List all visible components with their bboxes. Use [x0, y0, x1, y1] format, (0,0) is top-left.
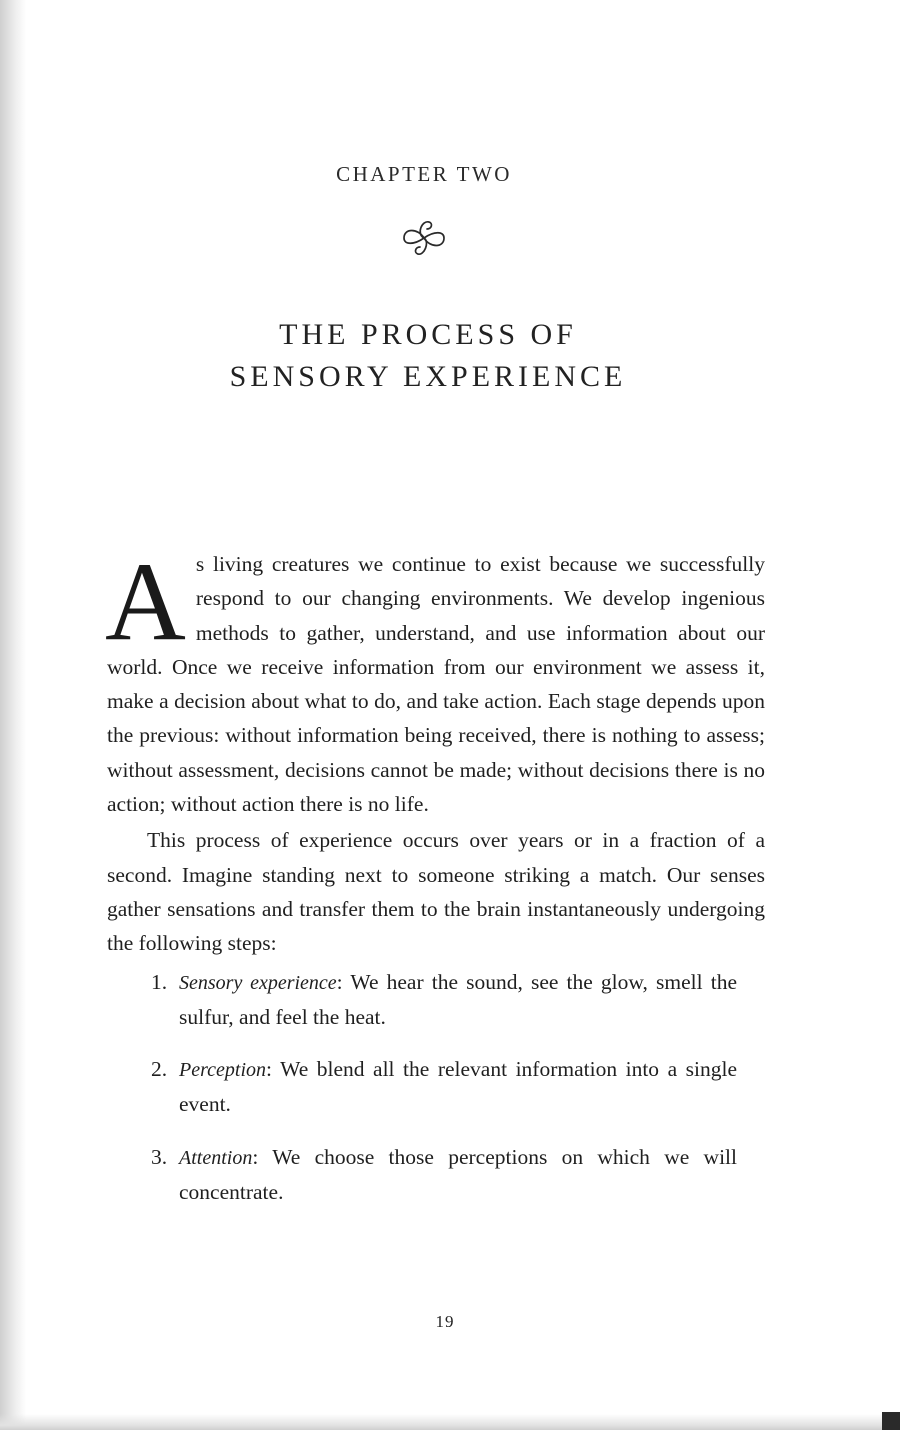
- list-item-term: Sensory experience: [179, 971, 337, 994]
- chapter-label: CHAPTER TWO: [336, 162, 512, 186]
- list-item-term: Perception: [179, 1059, 267, 1082]
- steps-list: [107, 965, 737, 1210]
- page-number: 19: [435, 1312, 455, 1331]
- list-item-number: 2.: [151, 1057, 168, 1082]
- list-item-term: Attention: [179, 1146, 253, 1169]
- scan-shadow-left: [0, 0, 26, 1430]
- list-item-text: : We choose those perceptions on which we will concentrate.: [179, 1144, 737, 1205]
- list-item-text: : We hear the sound, see the glow, smell the sulfur, and feel the heat.: [179, 969, 737, 1029]
- opening-paragraph: [105, 540, 765, 821]
- drop-cap: A: [105, 540, 186, 664]
- scan-corner-mark: [882, 1412, 900, 1430]
- opening-paragraph-text: s living creatures we continue to exist because we successfully respond to our changing environments. We develop ingenious methods to gather, understand, and use information about our world. Once we receive information from our environment we assess it, make a decision about what to do, and take action. Each stage depends upon the previous: without information being received, there is nothing to assess; without assessment, decisions cannot be made; without decisions there is no action; without action there is no life.: [107, 552, 765, 817]
- scan-shadow-bottom: [0, 1414, 900, 1430]
- body-text: [105, 540, 765, 1227]
- chapter-title-line-2: SENSORY EXPERIENCE: [229, 360, 627, 393]
- list-item: [151, 1140, 737, 1210]
- chapter-title-line-1: THE PROCESS OF: [279, 318, 577, 351]
- list-item-number: 1.: [151, 969, 168, 994]
- list-item-text: : We blend all the relevant information into a single event.: [179, 1057, 737, 1117]
- chapter-title: [0, 314, 856, 398]
- list-item-number: 3.: [151, 1144, 168, 1169]
- list-item: [151, 965, 737, 1035]
- list-item: [151, 1052, 737, 1122]
- floral-knot-ornament-icon: [398, 214, 450, 262]
- second-paragraph: This process of experience occurs over years or in a fraction of a second. Imagine standing next to someone striking a match. Our senses gather sensations and transfer them to the brain instantaneously undergoing the following steps:: [107, 828, 765, 956]
